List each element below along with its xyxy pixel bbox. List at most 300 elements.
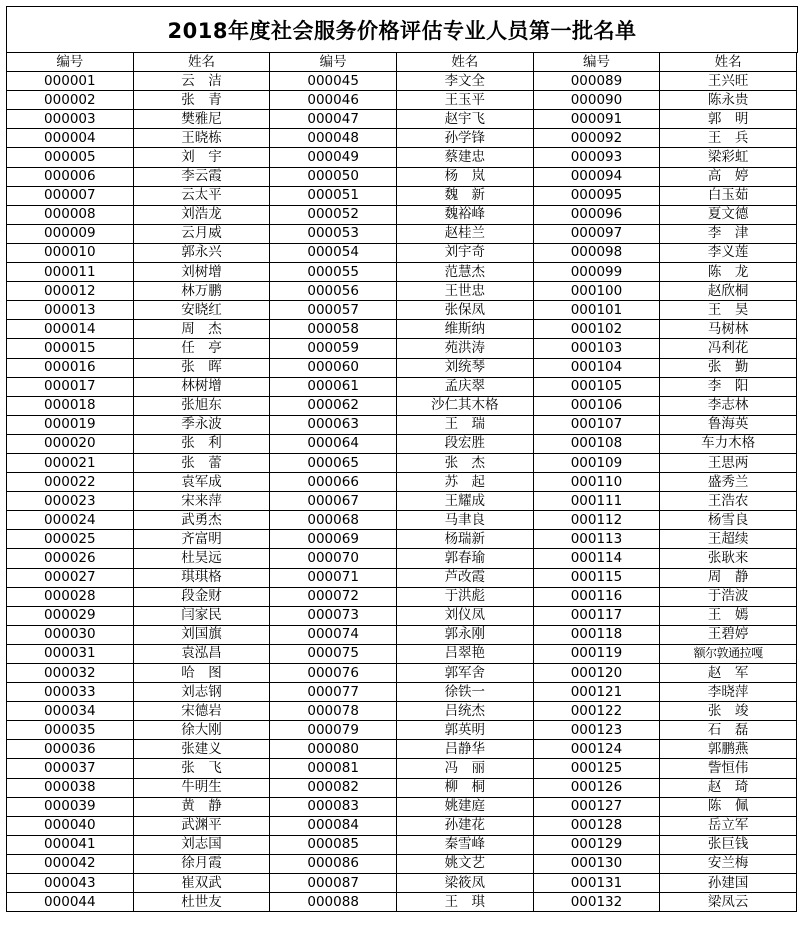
- member-name-cell: 蔡建忠: [396, 148, 533, 167]
- member-name-cell: 王思两: [660, 453, 797, 472]
- table-row: [7, 453, 797, 472]
- member-id-cell: 000106: [533, 396, 660, 415]
- roster-body: [7, 72, 797, 912]
- member-id-cell: 000108: [533, 434, 660, 453]
- member-id-cell: 000055: [270, 263, 397, 282]
- member-id-cell: 000020: [7, 434, 134, 453]
- table-row: [7, 396, 797, 415]
- table-row: [7, 854, 797, 873]
- table-row: [7, 759, 797, 778]
- table-row: [7, 339, 797, 358]
- member-id-cell: 000088: [270, 893, 397, 912]
- table-row: [7, 740, 797, 759]
- member-name-cell: 杨 岚: [396, 167, 533, 186]
- member-name-cell: 张 青: [133, 91, 270, 110]
- table-row: [7, 320, 797, 339]
- member-id-cell: 000017: [7, 377, 134, 396]
- member-name-cell: 徐大刚: [133, 721, 270, 740]
- table-row: [7, 625, 797, 644]
- member-id-cell: 000128: [533, 816, 660, 835]
- member-name-cell: 刘 宇: [133, 148, 270, 167]
- member-name-cell: 张建义: [133, 740, 270, 759]
- member-id-cell: 000082: [270, 778, 397, 797]
- table-row: [7, 434, 797, 453]
- table-row: [7, 243, 797, 262]
- member-id-cell: 000079: [270, 721, 397, 740]
- member-id-cell: 000105: [533, 377, 660, 396]
- member-name-cell: 齐富明: [133, 530, 270, 549]
- member-name-cell: 陈 龙: [660, 263, 797, 282]
- member-name-cell: 沙仁其木格: [396, 396, 533, 415]
- member-name-cell: 张保凤: [396, 301, 533, 320]
- roster-table: [6, 52, 797, 912]
- member-name-cell: 刘宇奇: [396, 243, 533, 262]
- member-id-cell: 000041: [7, 835, 134, 854]
- member-name-cell: 秦雪峰: [396, 835, 533, 854]
- member-name-cell: 陈 佩: [660, 797, 797, 816]
- member-id-cell: 000095: [533, 186, 660, 205]
- member-name-cell: 安兰梅: [660, 854, 797, 873]
- table-row: [7, 492, 797, 511]
- member-name-cell: 张巨钱: [660, 835, 797, 854]
- member-name-cell: 陈永贵: [660, 91, 797, 110]
- member-id-cell: 000016: [7, 358, 134, 377]
- member-id-cell: 000051: [270, 186, 397, 205]
- member-name-cell: 武渊平: [133, 816, 270, 835]
- member-id-cell: 000090: [533, 91, 660, 110]
- table-row: [7, 301, 797, 320]
- member-name-cell: 王晓栋: [133, 129, 270, 148]
- member-id-cell: 000027: [7, 568, 134, 587]
- member-id-cell: 000038: [7, 778, 134, 797]
- member-name-cell: 杜昊远: [133, 549, 270, 568]
- member-name-cell: 刘统琴: [396, 358, 533, 377]
- member-name-cell: 鲁海英: [660, 415, 797, 434]
- member-id-cell: 000063: [270, 415, 397, 434]
- member-name-cell: 赵 琦: [660, 778, 797, 797]
- member-name-cell: 张 勤: [660, 358, 797, 377]
- member-id-cell: 000104: [533, 358, 660, 377]
- member-name-cell: 宋来萍: [133, 492, 270, 511]
- member-name-cell: 夏文德: [660, 205, 797, 224]
- member-name-cell: 李 津: [660, 224, 797, 243]
- member-name-cell: 孙建国: [660, 874, 797, 893]
- member-id-cell: 000029: [7, 606, 134, 625]
- table-row: [7, 644, 797, 663]
- member-id-cell: 000093: [533, 148, 660, 167]
- member-name-cell: 王碧婷: [660, 625, 797, 644]
- member-name-cell: 额尔敦通拉嘎: [660, 644, 797, 663]
- member-id-cell: 000062: [270, 396, 397, 415]
- table-row: [7, 893, 797, 912]
- member-id-cell: 000002: [7, 91, 134, 110]
- member-name-cell: 李云霞: [133, 167, 270, 186]
- member-id-cell: 000010: [7, 243, 134, 262]
- member-name-cell: 崔双武: [133, 874, 270, 893]
- member-id-cell: 000004: [7, 129, 134, 148]
- member-name-cell: 云月威: [133, 224, 270, 243]
- member-name-cell: 吕统杰: [396, 702, 533, 721]
- member-id-cell: 000013: [7, 301, 134, 320]
- member-id-cell: 000132: [533, 893, 660, 912]
- table-row: [7, 778, 797, 797]
- member-name-cell: 刘国旗: [133, 625, 270, 644]
- member-id-cell: 000034: [7, 702, 134, 721]
- member-name-cell: 王耀成: [396, 492, 533, 511]
- member-id-cell: 000054: [270, 243, 397, 262]
- member-id-cell: 000118: [533, 625, 660, 644]
- member-name-cell: 孙学锋: [396, 129, 533, 148]
- member-name-cell: 李 阳: [660, 377, 797, 396]
- member-name-cell: 梁筱凤: [396, 874, 533, 893]
- header-id: 编号: [533, 53, 660, 72]
- member-name-cell: 牛明生: [133, 778, 270, 797]
- member-id-cell: 000097: [533, 224, 660, 243]
- member-name-cell: 于浩波: [660, 587, 797, 606]
- header-id: 编号: [270, 53, 397, 72]
- member-name-cell: 石 磊: [660, 721, 797, 740]
- member-name-cell: 云 洁: [133, 72, 270, 91]
- member-name-cell: 苏 起: [396, 473, 533, 492]
- table-row: [7, 606, 797, 625]
- member-name-cell: 王 琪: [396, 893, 533, 912]
- member-name-cell: 张 杰: [396, 453, 533, 472]
- member-id-cell: 000119: [533, 644, 660, 663]
- member-name-cell: 刘仪凤: [396, 606, 533, 625]
- member-id-cell: 000107: [533, 415, 660, 434]
- table-row: [7, 549, 797, 568]
- member-id-cell: 000061: [270, 377, 397, 396]
- member-name-cell: 孙建花: [396, 816, 533, 835]
- member-id-cell: 000039: [7, 797, 134, 816]
- member-id-cell: 000026: [7, 549, 134, 568]
- table-row: [7, 816, 797, 835]
- table-row: [7, 263, 797, 282]
- member-name-cell: 魏 新: [396, 186, 533, 205]
- member-id-cell: 000070: [270, 549, 397, 568]
- table-row: [7, 377, 797, 396]
- member-name-cell: 王 昊: [660, 301, 797, 320]
- member-id-cell: 000122: [533, 702, 660, 721]
- member-id-cell: 000101: [533, 301, 660, 320]
- member-id-cell: 000126: [533, 778, 660, 797]
- member-name-cell: 王 嫣: [660, 606, 797, 625]
- header-name: 姓名: [396, 53, 533, 72]
- member-id-cell: 000059: [270, 339, 397, 358]
- table-row: [7, 186, 797, 205]
- table-row: [7, 91, 797, 110]
- member-name-cell: 郭永刚: [396, 625, 533, 644]
- member-name-cell: 段金财: [133, 587, 270, 606]
- member-name-cell: 李晓萍: [660, 683, 797, 702]
- member-name-cell: 徐铁一: [396, 683, 533, 702]
- member-id-cell: 000019: [7, 415, 134, 434]
- member-id-cell: 000117: [533, 606, 660, 625]
- member-id-cell: 000024: [7, 511, 134, 530]
- member-id-cell: 000036: [7, 740, 134, 759]
- member-name-cell: 任 亭: [133, 339, 270, 358]
- member-name-cell: 梁凤云: [660, 893, 797, 912]
- member-name-cell: 杜世友: [133, 893, 270, 912]
- member-name-cell: 王兴旺: [660, 72, 797, 91]
- member-name-cell: 林树增: [133, 377, 270, 396]
- member-id-cell: 000089: [533, 72, 660, 91]
- member-name-cell: 哈 图: [133, 664, 270, 683]
- member-name-cell: 柳 桐: [396, 778, 533, 797]
- member-id-cell: 000033: [7, 683, 134, 702]
- member-id-cell: 000035: [7, 721, 134, 740]
- member-id-cell: 000078: [270, 702, 397, 721]
- member-id-cell: 000077: [270, 683, 397, 702]
- member-name-cell: 冯 丽: [396, 759, 533, 778]
- member-id-cell: 000009: [7, 224, 134, 243]
- member-name-cell: 樊雅尼: [133, 110, 270, 129]
- member-id-cell: 000084: [270, 816, 397, 835]
- member-id-cell: 000052: [270, 205, 397, 224]
- member-name-cell: 郭永兴: [133, 243, 270, 262]
- table-row: [7, 358, 797, 377]
- member-id-cell: 000127: [533, 797, 660, 816]
- member-id-cell: 000076: [270, 664, 397, 683]
- member-name-cell: 盛秀兰: [660, 473, 797, 492]
- member-name-cell: 王浩农: [660, 492, 797, 511]
- table-row: [7, 721, 797, 740]
- member-name-cell: 徐月霞: [133, 854, 270, 873]
- member-id-cell: 000066: [270, 473, 397, 492]
- table-row: [7, 473, 797, 492]
- member-name-cell: 訾恒伟: [660, 759, 797, 778]
- table-row: [7, 530, 797, 549]
- table-row: [7, 511, 797, 530]
- member-id-cell: 000114: [533, 549, 660, 568]
- table-row: [7, 72, 797, 91]
- member-id-cell: 000069: [270, 530, 397, 549]
- member-name-cell: 张旭东: [133, 396, 270, 415]
- member-id-cell: 000057: [270, 301, 397, 320]
- member-name-cell: 芦改霞: [396, 568, 533, 587]
- member-name-cell: 马聿良: [396, 511, 533, 530]
- member-id-cell: 000102: [533, 320, 660, 339]
- member-name-cell: 赵宇飞: [396, 110, 533, 129]
- member-name-cell: 马树林: [660, 320, 797, 339]
- member-name-cell: 吕静华: [396, 740, 533, 759]
- member-id-cell: 000042: [7, 854, 134, 873]
- member-name-cell: 维斯纳: [396, 320, 533, 339]
- member-id-cell: 000032: [7, 664, 134, 683]
- member-id-cell: 000112: [533, 511, 660, 530]
- table-row: [7, 664, 797, 683]
- member-name-cell: 岳立军: [660, 816, 797, 835]
- member-name-cell: 杨瑞新: [396, 530, 533, 549]
- member-id-cell: 000115: [533, 568, 660, 587]
- member-id-cell: 000094: [533, 167, 660, 186]
- member-name-cell: 孟庆翠: [396, 377, 533, 396]
- page-title: 2018年度社会服务价格评估专业人员第一批名单: [6, 6, 798, 53]
- member-name-cell: 张 飞: [133, 759, 270, 778]
- member-name-cell: 周 杰: [133, 320, 270, 339]
- member-name-cell: 于洪彪: [396, 587, 533, 606]
- member-id-cell: 000021: [7, 453, 134, 472]
- member-name-cell: 王世忠: [396, 282, 533, 301]
- member-name-cell: 赵欣桐: [660, 282, 797, 301]
- member-name-cell: 姚文艺: [396, 854, 533, 873]
- member-name-cell: 王 兵: [660, 129, 797, 148]
- member-id-cell: 000074: [270, 625, 397, 644]
- member-name-cell: 袁军成: [133, 473, 270, 492]
- member-id-cell: 000071: [270, 568, 397, 587]
- member-id-cell: 000049: [270, 148, 397, 167]
- member-name-cell: 李文全: [396, 72, 533, 91]
- table-row: [7, 110, 797, 129]
- member-id-cell: 000043: [7, 874, 134, 893]
- member-name-cell: 白玉茹: [660, 186, 797, 205]
- header-name: 姓名: [133, 53, 270, 72]
- member-name-cell: 赵桂兰: [396, 224, 533, 243]
- member-name-cell: 张耿来: [660, 549, 797, 568]
- table-row: [7, 148, 797, 167]
- table-row: [7, 282, 797, 301]
- member-id-cell: 000014: [7, 320, 134, 339]
- member-id-cell: 000008: [7, 205, 134, 224]
- member-name-cell: 刘志钢: [133, 683, 270, 702]
- member-id-cell: 000123: [533, 721, 660, 740]
- member-id-cell: 000068: [270, 511, 397, 530]
- table-row: [7, 874, 797, 893]
- member-id-cell: 000124: [533, 740, 660, 759]
- member-name-cell: 冯利花: [660, 339, 797, 358]
- member-name-cell: 闫家民: [133, 606, 270, 625]
- member-name-cell: 张 利: [133, 434, 270, 453]
- header-name: 姓名: [660, 53, 797, 72]
- member-id-cell: 000083: [270, 797, 397, 816]
- member-id-cell: 000056: [270, 282, 397, 301]
- member-id-cell: 000120: [533, 664, 660, 683]
- member-id-cell: 000023: [7, 492, 134, 511]
- member-name-cell: 郭鹏燕: [660, 740, 797, 759]
- member-id-cell: 000044: [7, 893, 134, 912]
- member-id-cell: 000073: [270, 606, 397, 625]
- member-id-cell: 000130: [533, 854, 660, 873]
- member-id-cell: 000040: [7, 816, 134, 835]
- member-id-cell: 000129: [533, 835, 660, 854]
- member-name-cell: 张 蕾: [133, 453, 270, 472]
- table-row: [7, 129, 797, 148]
- member-name-cell: 王 瑞: [396, 415, 533, 434]
- member-id-cell: 000110: [533, 473, 660, 492]
- member-id-cell: 000100: [533, 282, 660, 301]
- member-name-cell: 高 婷: [660, 167, 797, 186]
- member-name-cell: 琪琪格: [133, 568, 270, 587]
- member-id-cell: 000048: [270, 129, 397, 148]
- member-name-cell: 刘浩龙: [133, 205, 270, 224]
- member-id-cell: 000003: [7, 110, 134, 129]
- member-id-cell: 000031: [7, 644, 134, 663]
- header-row: [7, 53, 797, 72]
- table-row: [7, 568, 797, 587]
- member-id-cell: 000060: [270, 358, 397, 377]
- member-id-cell: 000098: [533, 243, 660, 262]
- member-name-cell: 魏裕峰: [396, 205, 533, 224]
- table-row: [7, 167, 797, 186]
- member-id-cell: 000096: [533, 205, 660, 224]
- table-row: [7, 797, 797, 816]
- member-id-cell: 000099: [533, 263, 660, 282]
- member-name-cell: 宋德岩: [133, 702, 270, 721]
- member-id-cell: 000011: [7, 263, 134, 282]
- member-id-cell: 000103: [533, 339, 660, 358]
- member-id-cell: 000067: [270, 492, 397, 511]
- member-id-cell: 000046: [270, 91, 397, 110]
- member-name-cell: 郭 明: [660, 110, 797, 129]
- table-row: [7, 835, 797, 854]
- table-row: [7, 224, 797, 243]
- member-name-cell: 刘树增: [133, 263, 270, 282]
- member-id-cell: 000092: [533, 129, 660, 148]
- member-id-cell: 000072: [270, 587, 397, 606]
- member-id-cell: 000022: [7, 473, 134, 492]
- member-name-cell: 袁泓昌: [133, 644, 270, 663]
- member-name-cell: 武勇杰: [133, 511, 270, 530]
- member-name-cell: 刘志国: [133, 835, 270, 854]
- member-name-cell: 杨雪良: [660, 511, 797, 530]
- member-id-cell: 000087: [270, 874, 397, 893]
- member-name-cell: 张 竣: [660, 702, 797, 721]
- member-name-cell: 黄 静: [133, 797, 270, 816]
- member-id-cell: 000007: [7, 186, 134, 205]
- member-name-cell: 姚建庭: [396, 797, 533, 816]
- member-id-cell: 000131: [533, 874, 660, 893]
- member-id-cell: 000012: [7, 282, 134, 301]
- member-name-cell: 林万鹏: [133, 282, 270, 301]
- member-name-cell: 范慧杰: [396, 263, 533, 282]
- member-name-cell: 李志林: [660, 396, 797, 415]
- member-id-cell: 000064: [270, 434, 397, 453]
- member-id-cell: 000028: [7, 587, 134, 606]
- member-name-cell: 王玉平: [396, 91, 533, 110]
- member-name-cell: 赵 军: [660, 664, 797, 683]
- member-name-cell: 周 静: [660, 568, 797, 587]
- member-id-cell: 000111: [533, 492, 660, 511]
- member-name-cell: 云太平: [133, 186, 270, 205]
- member-id-cell: 000075: [270, 644, 397, 663]
- table-row: [7, 587, 797, 606]
- member-id-cell: 000058: [270, 320, 397, 339]
- member-id-cell: 000109: [533, 453, 660, 472]
- table-row: [7, 205, 797, 224]
- member-id-cell: 000005: [7, 148, 134, 167]
- member-id-cell: 000015: [7, 339, 134, 358]
- member-name-cell: 梁彩虹: [660, 148, 797, 167]
- member-id-cell: 000047: [270, 110, 397, 129]
- member-name-cell: 段宏胜: [396, 434, 533, 453]
- member-name-cell: 吕翠艳: [396, 644, 533, 663]
- member-id-cell: 000086: [270, 854, 397, 873]
- member-id-cell: 000113: [533, 530, 660, 549]
- member-name-cell: 王超续: [660, 530, 797, 549]
- member-id-cell: 000025: [7, 530, 134, 549]
- member-name-cell: 车力木格: [660, 434, 797, 453]
- header-id: 编号: [7, 53, 134, 72]
- member-id-cell: 000018: [7, 396, 134, 415]
- member-name-cell: 张 晖: [133, 358, 270, 377]
- member-id-cell: 000050: [270, 167, 397, 186]
- member-id-cell: 000080: [270, 740, 397, 759]
- member-id-cell: 000045: [270, 72, 397, 91]
- member-id-cell: 000125: [533, 759, 660, 778]
- member-id-cell: 000116: [533, 587, 660, 606]
- table-row: [7, 415, 797, 434]
- member-id-cell: 000065: [270, 453, 397, 472]
